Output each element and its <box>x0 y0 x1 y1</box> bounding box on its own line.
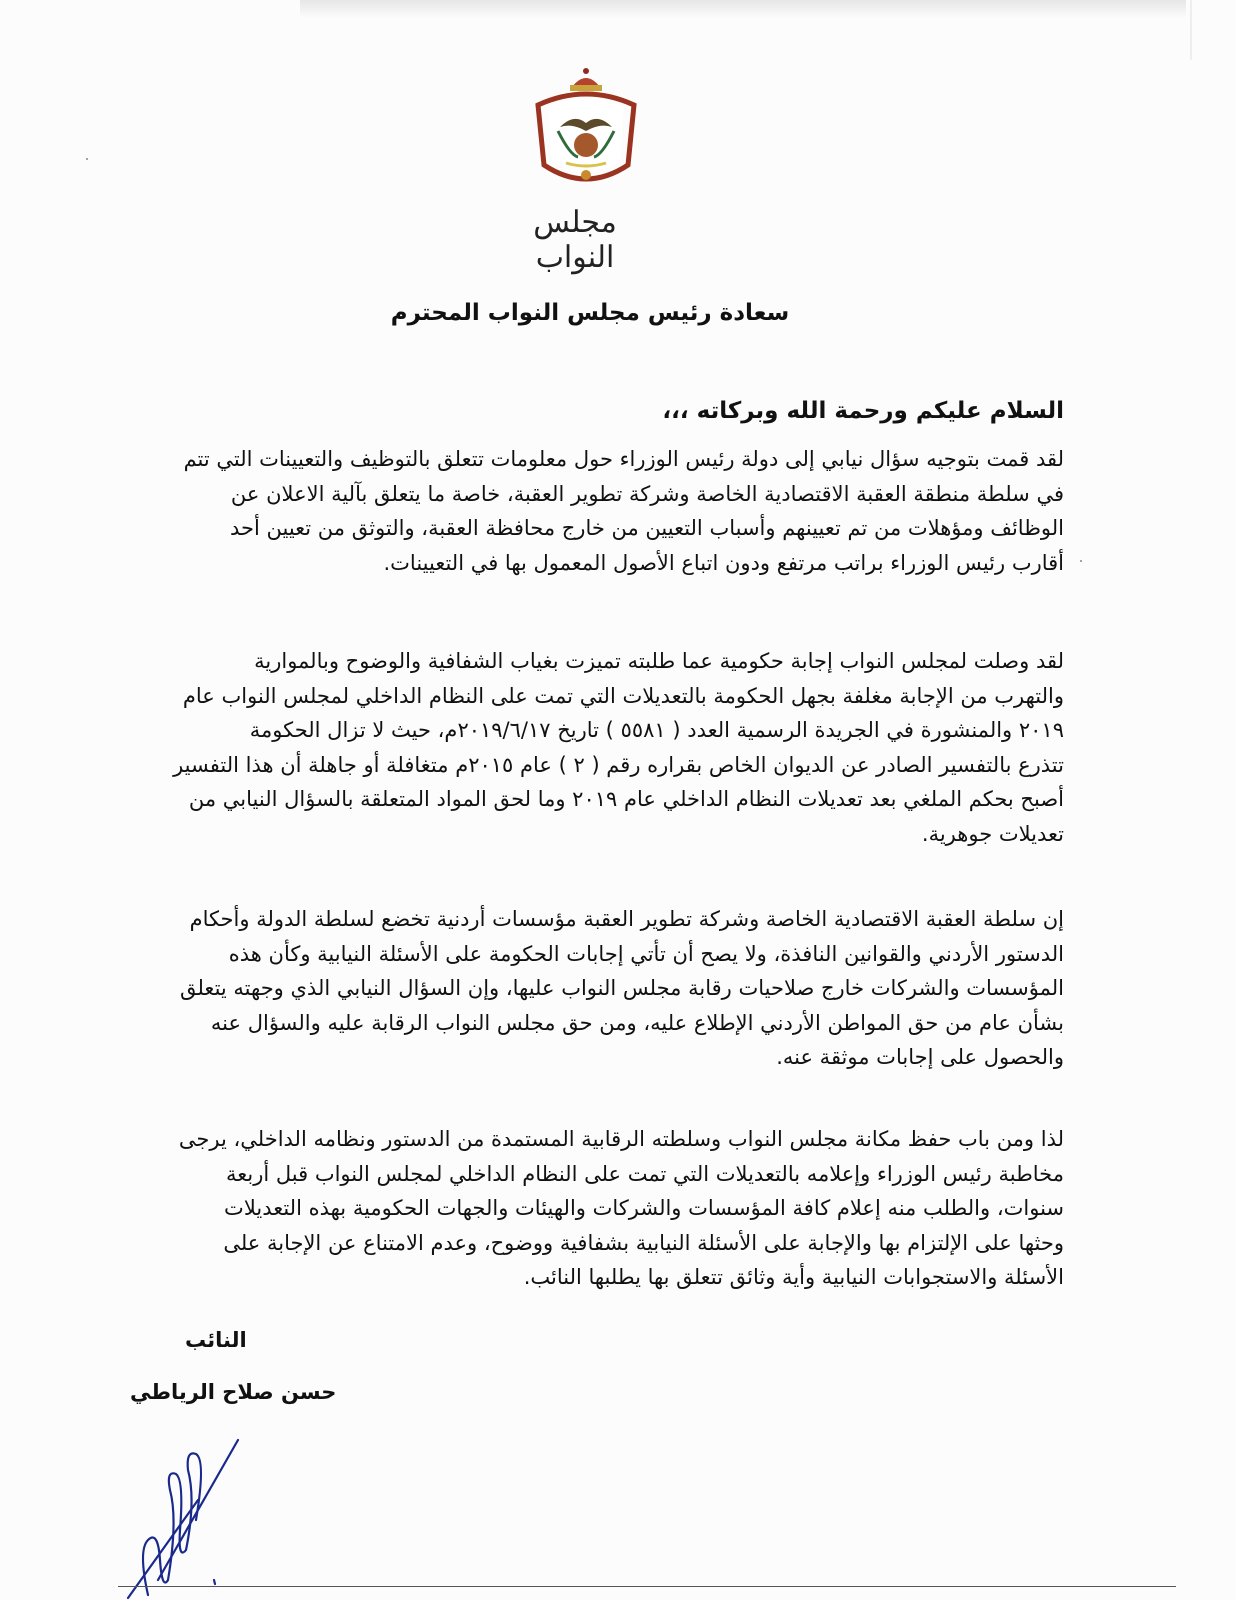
scan-speck <box>86 158 88 160</box>
text-line: مخاطبة رئيس الوزراء وإعلامه بالتعديلات التي تمت على النظام الداخلي لمجلس النواب قبل أربعة <box>225 1161 1064 1186</box>
text-line: والتهرب من الإجابة مغلفة بجهل الحكومة بالتعديلات التي تمت على النظام الداخلي لمجلس النواب عام <box>182 683 1064 708</box>
paragraph-government-response <box>119 644 1064 851</box>
signatory-title: النائب <box>185 1328 247 1352</box>
text-line: لقد قمت بتوجيه سؤال نيابي إلى دولة رئيس الوزراء حول معلومات تتعلق بالتوظيف والتعيينات التي تتم <box>183 447 1064 471</box>
text-line: أصبح بحكم الملغي بعد تعديلات النظام الداخلي عام ٢٠١٩ وما لحق المواد المتعلقة بالسؤال النيابي من <box>188 787 1064 811</box>
paragraph-oversight-authority <box>119 902 1064 1075</box>
text-line: لذا ومن باب حفظ مكانة مجلس النواب وسلطته الرقابية المستمدة من الدستور ونظامه الداخلي، يرجى <box>178 1127 1064 1151</box>
scan-shadow-top <box>300 0 1186 18</box>
text-line: والحصول على إجابات موثقة عنه. <box>776 1045 1064 1069</box>
text-line: ٢٠١٩ والمنشورة في الجريدة الرسمية العدد ( ٥٥٨١ ) تاريخ ٢٠١٩/٦/١٧م، حيث لا تزال الحكومة <box>249 718 1064 742</box>
text-line: تعديلات جوهرية. <box>921 821 1064 846</box>
signatory-name: حسن صلاح الرياطي <box>130 1380 337 1404</box>
scan-edge-right <box>1190 0 1192 60</box>
text-line: الدستور الأردني والقوانين النافذة، ولا يصح أن تأتي إجابات الحكومة على الأسئلة النيابية وكأن هذه <box>228 941 1064 966</box>
text-line: إن سلطة العقبة الاقتصادية الخاصة وشركة تطوير العقبة مؤسسات أردنية تخضع لسلطة الدولة وأحكام <box>189 907 1064 931</box>
scan-speck <box>1080 560 1082 562</box>
handwritten-signature-icon <box>118 1430 248 1600</box>
text-line: وحثها على الإلتزام بها والإجابة على الأسئلة النيابية بشفافية ووضوح، وعدم الامتناع عن الإجابة على <box>223 1230 1064 1255</box>
paragraph-question-summary <box>119 442 1064 580</box>
text-line: بشأن عام من حق المواطن الأردني الإطلاع عليه، ومن حق مجلس النواب الرقابة عليه والسؤال عنه <box>210 1010 1064 1035</box>
text-line: المؤسسات والشركات خارج صلاحيات رقابة مجلس النواب عليها، وإن السؤال النيابي الذي وجهته يتعلق <box>179 976 1064 1000</box>
addressee-heading: سعادة رئيس مجلس النواب المحترم <box>390 300 790 326</box>
text-line: الوظائف ومؤهلات من تم تعيينهم وأسباب التعيين من خارج محافظة العقبة، والتوثق من تعيين أحد <box>229 516 1064 540</box>
text-line: لقد وصلت لمجلس النواب إجابة حكومية عما طلبته تميزت بغياب الشفافية والوضوح وبالموارية <box>254 649 1064 673</box>
greeting-line: السلام عليكم ورحمة الله وبركاته ،،، <box>662 398 1064 424</box>
council-logo-text: مجلس النواب <box>533 205 617 275</box>
jordan-coat-of-arms-icon <box>530 65 642 195</box>
page-bottom-rule <box>118 1586 1176 1587</box>
text-line: تتذرع بالتفسير الصادر عن الديوان الخاص بقراره رقم ( ٢ ) عام ٢٠١٥م متغافلة أو جاهلة أن هذا التفسير <box>173 752 1064 777</box>
text-line: الأسئلة والاستجوابات النيابية وأية وثائق تتعلق بها يطلبها النائب. <box>523 1265 1064 1289</box>
text-line: سنوات، والطلب منه إعلام كافة المؤسسات والشركات والهيئات والجهات الحكومية بهذه التعديلات <box>224 1196 1064 1220</box>
paragraph-request <box>119 1122 1064 1295</box>
text-line: في سلطة منطقة العقبة الاقتصادية الخاصة وشركة تطوير العقبة، خاصة ما يتعلق بآلية الاعلان عن <box>230 481 1064 506</box>
text-line: أقارب رئيس الوزراء براتب مرتفع ودون اتباع الأصول المعمول بها في التعيينات. <box>383 550 1064 575</box>
